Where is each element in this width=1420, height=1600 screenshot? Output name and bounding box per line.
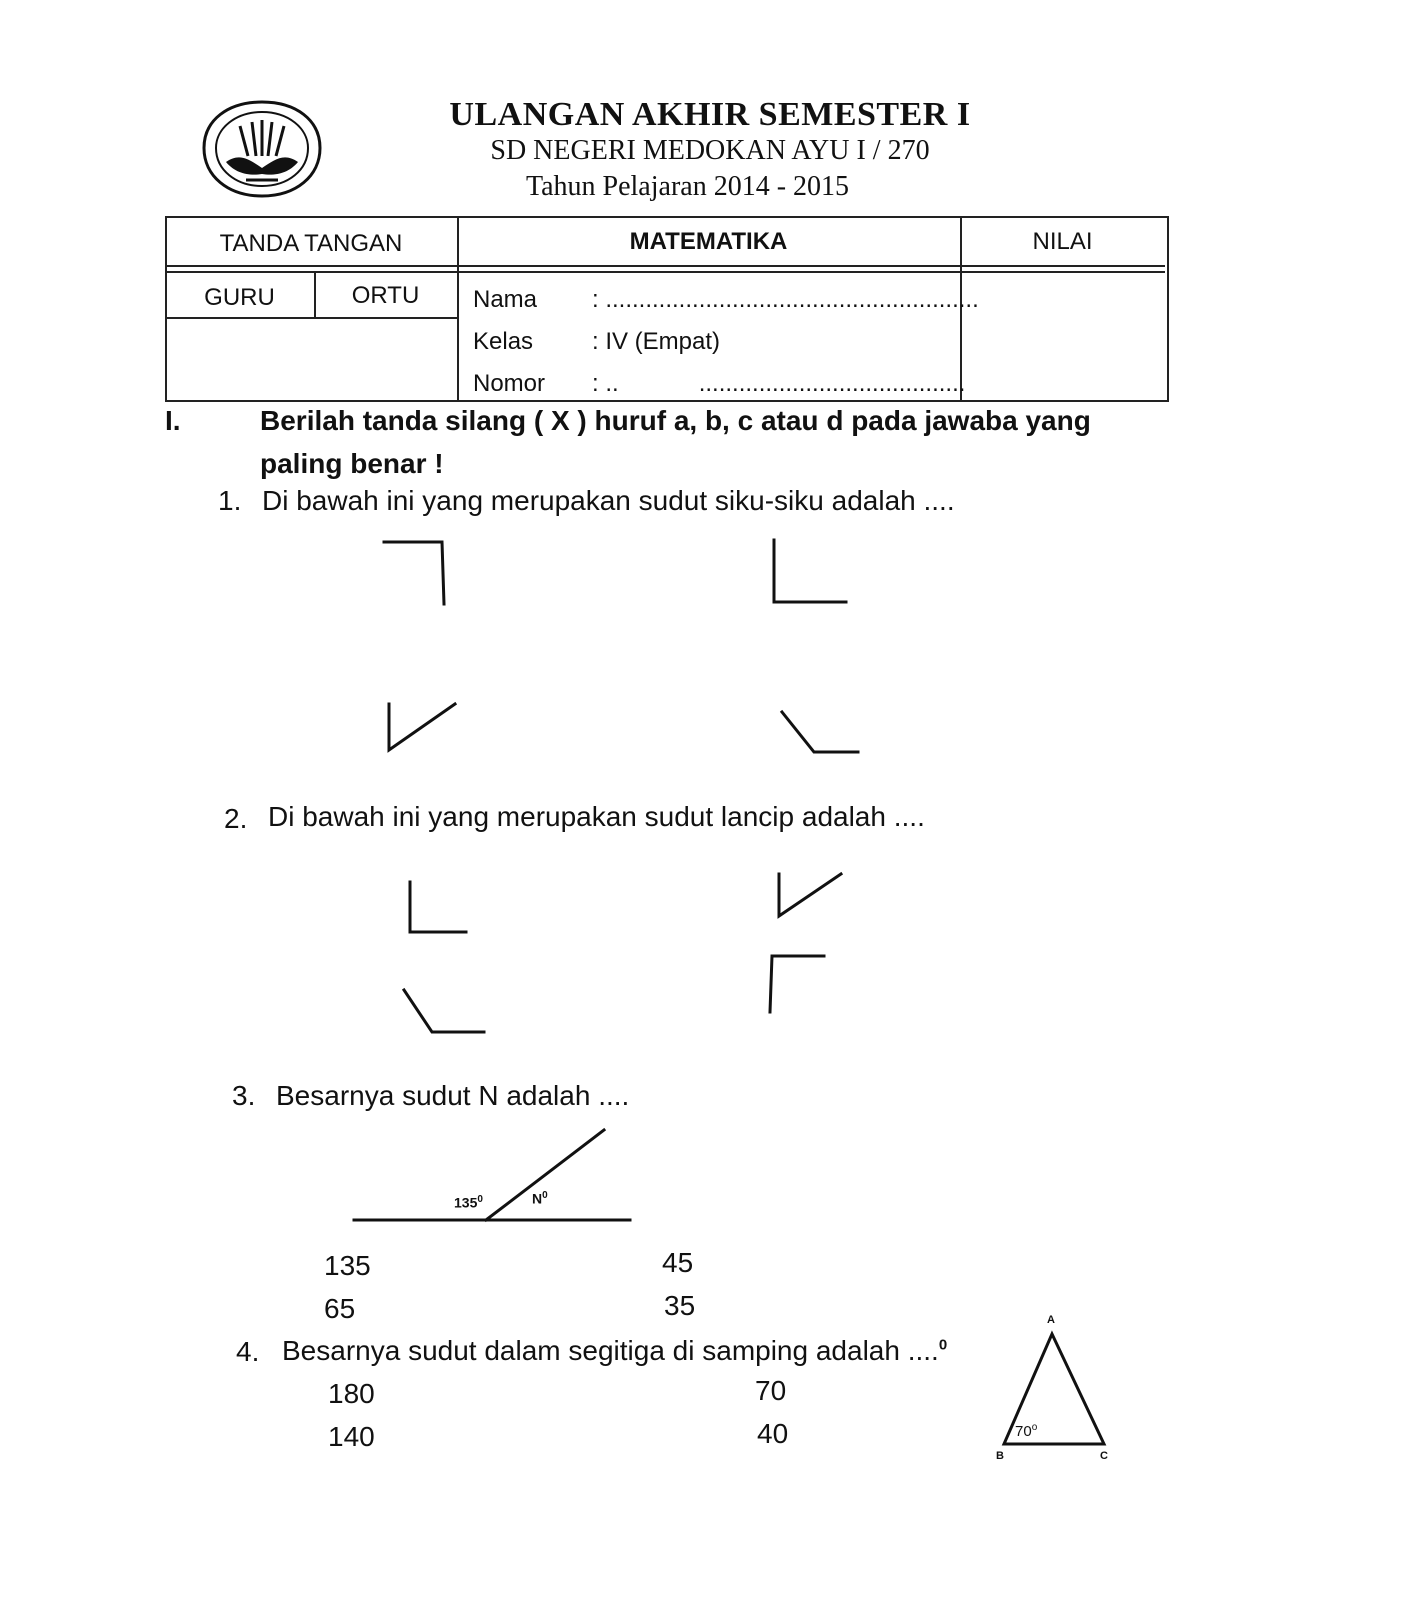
score-label: NILAI (1032, 228, 1093, 255)
question-2-text: Di bawah ini yang merupakan sudut lancip adalah .... (268, 801, 925, 832)
q1-option-d-angle[interactable] (778, 708, 862, 756)
q3-option-d[interactable]: 35 (664, 1290, 696, 1321)
q4-option-a[interactable]: 180 (328, 1378, 375, 1409)
page-title: ULANGAN AKHIR SEMESTER I (449, 96, 971, 133)
name-field[interactable]: : ........................................................ (592, 286, 979, 313)
number-label: Nomor (473, 370, 546, 397)
teacher-label: GURU (204, 284, 275, 311)
question-4-text: Besarnya sudut dalam segitiga di samping adalah ....$^0$ (282, 1335, 948, 1366)
q3-option-c[interactable]: 65 (324, 1293, 356, 1324)
table-row-divider (165, 317, 457, 319)
class-label: Kelas (473, 328, 534, 355)
question-3-number: 3. (232, 1080, 256, 1111)
instruction-line-1: Berilah tanda silang ( X ) huruf a, b, c atau d pada jawaba yang (260, 405, 1091, 436)
vertex-c-label: C (1100, 1450, 1108, 1462)
question-3-text: Besarnya sudut N adalah .... (276, 1080, 630, 1111)
signature-label: TANDA TANGAN (219, 230, 403, 257)
q4-option-d[interactable]: 40 (757, 1418, 789, 1449)
name-label: Nama (473, 286, 538, 313)
number-field[interactable]: : .. ........................................ (592, 370, 966, 397)
question-4-superscript: 0 (938, 1336, 948, 1354)
subject-label: MATEMATIKA (629, 228, 788, 255)
question-2-number: 2. (224, 803, 248, 834)
table-row-divider (165, 265, 1165, 267)
q2-option-d-angle[interactable] (766, 950, 828, 1016)
q4-option-b[interactable]: 70 (755, 1375, 787, 1406)
q1-option-c-angle[interactable] (385, 700, 459, 755)
q2-option-b-angle[interactable] (775, 870, 845, 920)
q4-option-c[interactable]: 140 (328, 1421, 375, 1452)
instruction-line-2: paling benar ! (260, 448, 444, 479)
q3-angle-figure (352, 1126, 634, 1226)
question-1-text: Di bawah ini yang merupakan sudut siku-siku adalah .... (262, 485, 955, 516)
school-name: SD NEGERI MEDOKAN AYU I / 270 (490, 135, 930, 166)
parent-label: ORTU (351, 282, 420, 309)
vertex-b-label: B (996, 1450, 1004, 1462)
academic-year: Tahun Pelajaran 2014 - 2015 (525, 171, 850, 202)
question-4-number: 4. (236, 1336, 260, 1367)
question-1-number: 1. (218, 485, 242, 516)
q2-option-c-angle[interactable] (400, 986, 488, 1036)
q3-known-angle-label: $135^0$ (454, 1194, 483, 1211)
vertex-a-label: A (1047, 1314, 1055, 1326)
section-number: I. (165, 405, 181, 436)
q4-angle-label: 70$^o$ (1015, 1422, 1038, 1440)
q3-unknown-angle-label: $N^0$ (532, 1190, 548, 1207)
q3-option-a[interactable]: 135 (324, 1250, 371, 1281)
q3-option-b[interactable]: 45 (662, 1247, 694, 1278)
q2-option-a-angle[interactable] (406, 880, 470, 936)
q1-option-a-angle[interactable] (380, 538, 450, 608)
class-field[interactable]: : IV (Empat) (592, 328, 721, 355)
q1-option-b-angle[interactable] (770, 538, 850, 608)
